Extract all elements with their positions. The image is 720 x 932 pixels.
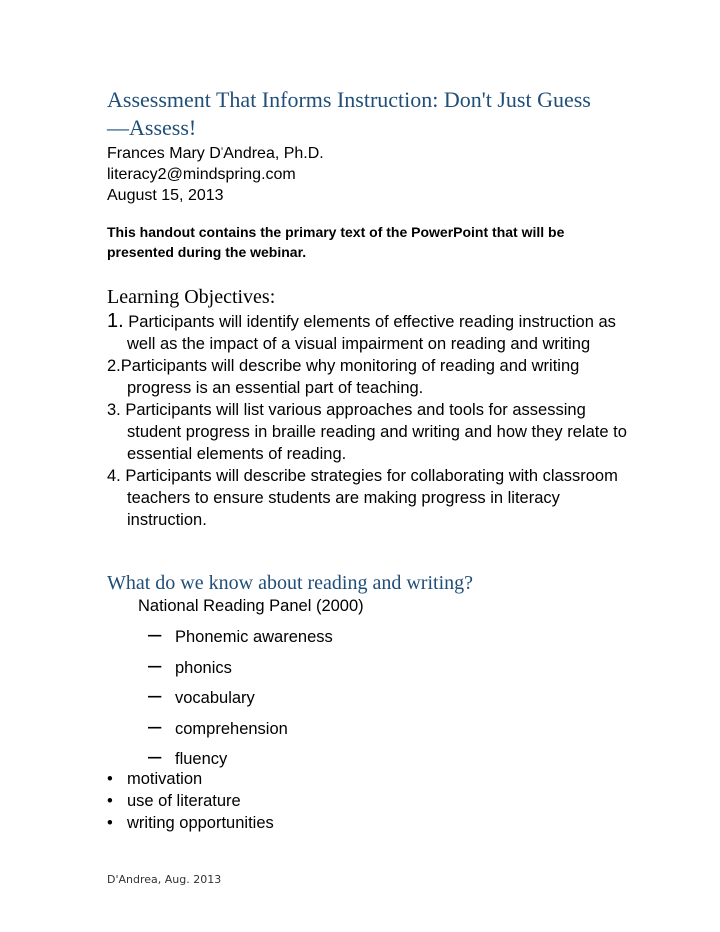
bullet-marker: •	[107, 792, 113, 810]
handout-note: This handout contains the primary text of the PowerPoint that will be presented during the webinar.	[107, 224, 565, 260]
reading-writing-heading: What do we know about reading and writing?	[107, 572, 474, 594]
author-email: literacy2@mindspring.com	[107, 166, 296, 183]
list-item-text: writing opportunities	[127, 814, 274, 832]
list-item-text: vocabulary	[175, 689, 255, 707]
dash-marker: –	[148, 651, 162, 679]
list-item-text: Phonemic awareness	[175, 628, 333, 646]
list-item	[107, 768, 274, 790]
bullet-marker: •	[107, 770, 113, 788]
author-name-part2: Andrea, Ph.D.	[223, 145, 324, 162]
objective-number: 2.	[107, 357, 121, 375]
list-item	[107, 790, 274, 812]
author-name-part1: Frances Mary D	[107, 145, 221, 162]
additional-components-list	[107, 768, 274, 834]
dash-marker: –	[148, 682, 162, 709]
document-date: August 15, 2013	[107, 187, 224, 204]
list-item-text: comprehension	[175, 719, 288, 738]
dash-marker: –	[148, 621, 162, 648]
objective-text: Participants will describe strategies for collaborating with classroom teachers to ensure students are making progress in literacy instruction.	[125, 467, 618, 529]
bullet-marker: •	[107, 814, 113, 832]
list-item-text: use of literature	[127, 792, 241, 810]
objective-text: Participants will identify elements of effective reading instruction as well as the impact of a visual impairment on reading and writing	[127, 313, 616, 353]
objective-item	[107, 465, 627, 531]
objective-number: 4.	[107, 467, 121, 485]
learning-objectives-list	[107, 310, 627, 531]
author-name	[107, 142, 324, 164]
dash-marker: –	[148, 743, 162, 770]
list-item-text: phonics	[175, 658, 232, 677]
page-footer: D'Andrea, Aug. 2013	[107, 873, 222, 886]
objective-item	[107, 399, 627, 465]
author-block	[107, 142, 324, 206]
author-name-apostrophe: ’	[220, 146, 224, 158]
list-item-text: fluency	[175, 750, 228, 768]
objective-item	[107, 310, 627, 355]
dash-marker: –	[148, 712, 162, 740]
objective-text: Participants will list various approaches and tools for assessing student progress in braille reading and writing and how they relate to essential elements of reading.	[125, 401, 627, 463]
document-title: Assessment That Informs Instruction: Don't Just Guess—Assess!	[107, 87, 591, 140]
national-reading-panel: National Reading Panel (2000)	[138, 597, 364, 615]
list-item	[107, 812, 274, 834]
learning-objectives-heading: Learning Objectives:	[107, 286, 276, 308]
objective-text: Participants will describe why monitoring of reading and writing progress is an essential part of teaching.	[120, 357, 580, 397]
objective-item	[107, 355, 627, 399]
objective-number: 1.	[107, 310, 124, 332]
list-item-text: motivation	[127, 770, 203, 788]
objective-number: 3.	[107, 401, 121, 419]
